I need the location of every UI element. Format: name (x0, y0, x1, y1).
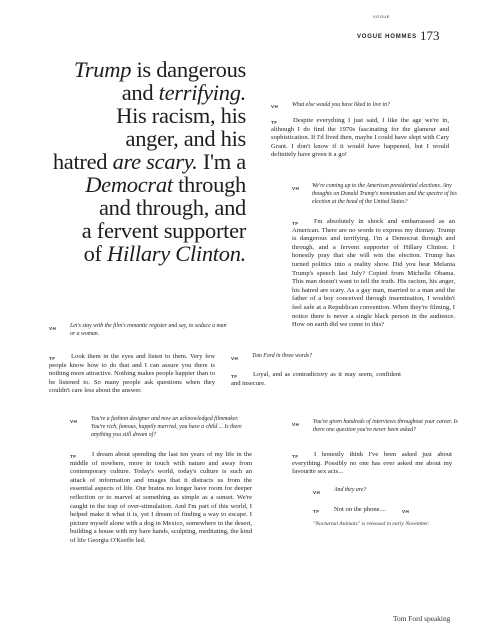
pull-quote-text: a fervent supporter (81, 218, 246, 243)
section-title: VOGUE HOMMES (357, 34, 417, 40)
answer: I dream about spending the last ten years of my life in the middle of nowhere, more in touch with nature and away from contemporary culture. Today's world, today's culture is such an attack of information and images that it distracts us from the essential aspects of life. Our brains no longer have room for deeper reflection or to marvel at something as simple as a sunset. We're caught in the trap of over-stimulation. And I'm part of this world, I helped make it what it is, yet I dream of finding a way to escape. I picture myself alone with a dog in Mexico, somewhere in the desert, building a house with my bare hands, sculpting, meditating, the kind of life Georgia O'Keeffe led. (70, 451, 252, 544)
speaker-label: VH (70, 419, 78, 424)
speaker-label: VH (402, 509, 410, 514)
pull-quote-text: is dangerous (131, 57, 246, 82)
pull-quote (46, 58, 246, 265)
answer: I'm absolutely in shock and embarrassed as an American. There are no words to express my dismay. Trump is dangerous and terrifying. I'm a Democrat through and through, and a fervent supporter of Hillary Clinton. I honestly pray that she will win the election. Trump has turned politics into a reality show. Did you hear Melania Trump's speech last July? Copied from Michelle Obama. This man doesn't want to tell the truth. His racism, his anger, his hatred are scary. As a gay man, married to a man and the father of a boy conceived through insemination, I wouldn't feel safe at a Republican convention. When they're filming, I notice there is never a single black person in the audience. How on earth did we come to this? (292, 218, 455, 329)
footer-title: Tom Ford speaking (393, 614, 451, 623)
pull-quote-text: hatred (52, 149, 113, 174)
release-note: "Nocturnal Animals" is released in early November. (313, 521, 430, 527)
answer: Look them in the eyes and listen to them. Very few people know how to do that and I can assure you there is nothing more attractive. Nothing makes people happier than to be listened to. So many people ask questions when they couldn't care less about the answer. (49, 353, 215, 395)
pull-quote-text: and (121, 80, 159, 105)
question: Tom Ford in three words? (252, 353, 313, 359)
answer: Despite everything I just said, I like the age we're in, although I do find the 1970s fascinating for the glamour and sophistication. If I'd lived then, maybe I could have slept with Cary Grant. I don't know if it would have happened, but I would definitely have given it a go! (271, 117, 449, 159)
pull-quote-text: through (172, 172, 246, 197)
pull-quote-text: His racism, his (116, 103, 246, 128)
speaker-label: TF (49, 356, 56, 361)
question: You're a fashion designer and now an acknowledged filmmaker. You're rich, famous, happily married, you have a child ... Is there anything you still dream of? (91, 416, 242, 438)
question: You've given hundreds of interviews throughout your career. Is there one question you've never been asked? (313, 419, 458, 433)
question: We're coming up to the American presidential elections. Any thoughts on Donald Trump's nomination and the spectre of his election at the head of the United States? (312, 183, 457, 205)
speaker-label: VH (49, 326, 57, 331)
pull-quote-text: anger, and his (125, 126, 246, 151)
question: Let's stay with the film's romantic register and say, to seduce a man or a woman. (70, 323, 227, 337)
pull-quote-text: Trump (73, 57, 132, 82)
speaker-label: TF (292, 221, 299, 226)
pull-quote-text: I'm a (197, 149, 246, 174)
pull-quote-text: Hillary Clinton. (107, 241, 246, 266)
answer: Loyal, and as contradictory as it may seem, confident and insecure. (231, 371, 401, 387)
speaker-label: VH (292, 186, 300, 191)
question: What else would you have liked to live in? (292, 102, 390, 108)
pull-quote-text: Democrat (85, 172, 173, 197)
brand-mark: VOGUE (373, 14, 390, 19)
page-number: 173 (420, 28, 440, 43)
speaker-label: TF (70, 454, 77, 459)
speaker-label: VH (231, 356, 239, 361)
answer: I honestly think I've been asked just about everything. Possibly no one has ever asked me about my favourite sex acts... (292, 451, 452, 476)
pull-quote-text: and through, and (98, 195, 246, 220)
speaker-label: VH (313, 490, 321, 495)
speaker-label: TF (231, 374, 238, 379)
pull-quote-text: terrifying. (158, 80, 246, 105)
pull-quote-text: are scary. (112, 149, 198, 174)
answer: Not on the phone.... (334, 506, 387, 513)
pull-quote-text: of (83, 241, 108, 266)
speaker-label: TF (292, 454, 299, 459)
speaker-label: VH (292, 422, 300, 427)
speaker-label: VH (271, 104, 279, 109)
speaker-label: TF (271, 120, 278, 125)
question: And they are? (334, 487, 367, 493)
speaker-label: TF (313, 509, 320, 514)
